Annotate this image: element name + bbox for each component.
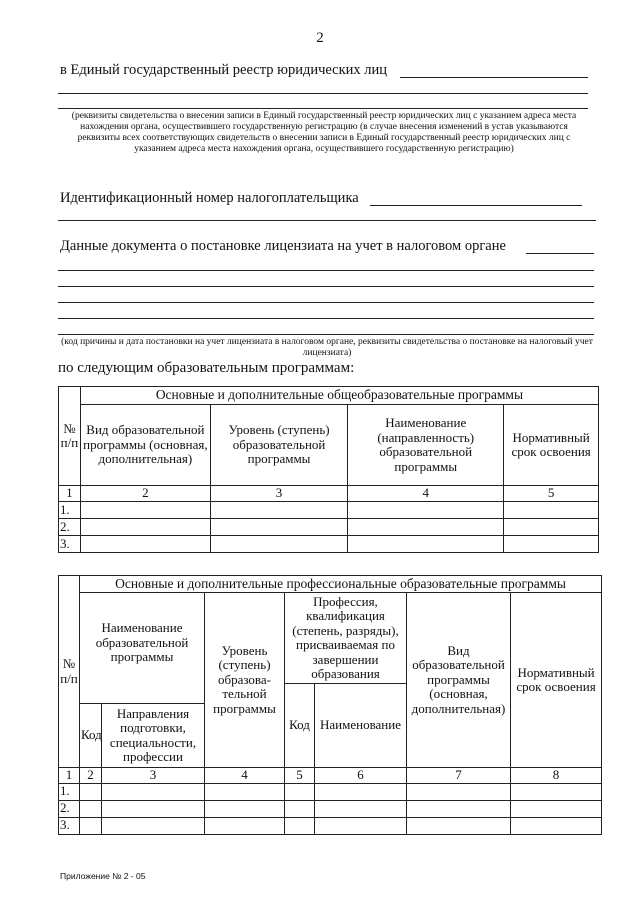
table-cell[interactable] [285, 800, 315, 817]
registry-blank-2 [58, 93, 588, 94]
table-cell[interactable] [511, 800, 602, 817]
kind-header: Вид образовательной программы (основная, дополнительная) [80, 405, 210, 486]
table-cell[interactable] [407, 817, 511, 834]
professional-programs-table [58, 575, 602, 835]
table-cell[interactable] [80, 783, 102, 800]
table-cell[interactable] [102, 817, 205, 834]
table-cell[interactable] [205, 783, 285, 800]
table-cell[interactable] [205, 800, 285, 817]
inn-blank-1 [370, 205, 582, 206]
table-cell[interactable] [285, 783, 315, 800]
programs-intro: по следующим образовательным программам: [58, 360, 355, 376]
general-programs-table [58, 386, 599, 553]
col-number: 3 [102, 768, 205, 784]
col-number: 2 [80, 768, 102, 784]
table-cell[interactable] [285, 817, 315, 834]
col-number: 4 [348, 486, 504, 502]
table-cell[interactable] [315, 783, 407, 800]
col-number: 3 [210, 486, 347, 502]
col-number: 2 [80, 486, 210, 502]
tax-blank-5 [58, 318, 594, 319]
table-cell[interactable] [348, 502, 504, 519]
term-header: Нормативный срок освоения [511, 593, 602, 768]
group-header: Основные и дополнительные общеобразовательные программы [80, 387, 598, 405]
table-row [59, 519, 599, 536]
row-number: 3. [59, 536, 81, 553]
table-cell[interactable] [504, 536, 599, 553]
row-number: 1. [59, 783, 80, 800]
tax-blank-3 [58, 286, 594, 287]
table-row [59, 502, 599, 519]
page-number: 2 [316, 30, 324, 46]
no-header: № п/п [59, 387, 81, 486]
table-cell[interactable] [315, 817, 407, 834]
table-row [59, 800, 602, 817]
registry-blank-3 [58, 108, 588, 109]
table-cell[interactable] [348, 536, 504, 553]
table-cell[interactable] [210, 536, 347, 553]
col-number: 4 [205, 768, 285, 784]
direction-header: Направления подготовки, специальности, профессии [102, 704, 205, 768]
table-cell[interactable] [210, 519, 347, 536]
row-number: 2. [59, 519, 81, 536]
col-number: 5 [504, 486, 599, 502]
inn-blank-2 [58, 220, 596, 221]
level-header: Уровень (ступень) образова-тельной программы [205, 593, 285, 768]
table-row [59, 536, 599, 553]
kind-header: Вид образовательной программы (основная, дополнительная) [407, 593, 511, 768]
col-number: 7 [407, 768, 511, 784]
inn-label: Идентификационный номер налогоплательщика [60, 190, 359, 206]
registry-note: (реквизиты свидетельства о внесении записи в Единый государственный реестр юридических лиц с указанием адреса места нахождения органа, осуществившего государственную регистрацию (в случае внесения изменений в устав указываются реквизиты всех соответствующих свидетельств о внесении записи в Единый государственный реестр юридических лиц с указанием адреса места нахождения органа, осуществившего государственную регистрацию) [71, 111, 577, 154]
prof-name-header: Наименование [315, 684, 407, 768]
table-cell[interactable] [102, 800, 205, 817]
table-cell[interactable] [80, 519, 210, 536]
table-cell[interactable] [504, 502, 599, 519]
tax-blank-2 [58, 270, 594, 271]
table-cell[interactable] [80, 817, 102, 834]
table-row [59, 783, 602, 800]
table-cell[interactable] [80, 800, 102, 817]
col-number: 1 [59, 486, 81, 502]
profession-header: Профессия, квалификация (степень, разряды), присваиваемая по завершении образования [285, 593, 407, 684]
col-number: 5 [285, 768, 315, 784]
table-cell[interactable] [511, 783, 602, 800]
table-row [59, 817, 602, 834]
tax-label: Данные документа о постановке лицензиата на учет в налоговом органе [60, 238, 506, 254]
tax-blank-6 [58, 334, 594, 335]
col-number: 8 [511, 768, 602, 784]
tax-blank-1 [526, 253, 594, 254]
program-name-header: Наименование образовательной программы [80, 593, 205, 704]
table-cell[interactable] [348, 519, 504, 536]
table-cell[interactable] [205, 817, 285, 834]
col-number: 6 [315, 768, 407, 784]
table-cell[interactable] [80, 502, 210, 519]
prof-code-header: Код [285, 684, 315, 768]
no-header: № п/п [59, 576, 80, 768]
footer-appendix: Приложение № 2 - 05 [60, 871, 146, 881]
level-header: Уровень (ступень) образовательной программы [210, 405, 347, 486]
group-header: Основные и дополнительные профессиональные образовательные программы [80, 576, 602, 593]
table-cell[interactable] [407, 783, 511, 800]
tax-blank-4 [58, 302, 594, 303]
table-cell[interactable] [315, 800, 407, 817]
table-cell[interactable] [407, 800, 511, 817]
table-cell[interactable] [80, 536, 210, 553]
row-number: 1. [59, 502, 81, 519]
table-cell[interactable] [210, 502, 347, 519]
registry-label: в Единый государственный реестр юридических лиц [60, 62, 388, 78]
col-number: 1 [59, 768, 80, 784]
name-header: Наименование (направленность) образовательной программы [348, 405, 504, 486]
term-header: Нормативный срок освоения [504, 405, 599, 486]
table-cell[interactable] [504, 519, 599, 536]
registry-blank-1 [400, 77, 588, 78]
tax-note: (код причины и дата постановки на учет лицензиата в налоговом органе, реквизиты свидетельства о постановке на налоговый учет лицензиата) [61, 337, 593, 358]
table-cell[interactable] [511, 817, 602, 834]
code-header: Код [80, 704, 102, 768]
row-number: 3. [59, 817, 80, 834]
table-cell[interactable] [102, 783, 205, 800]
row-number: 2. [59, 800, 80, 817]
